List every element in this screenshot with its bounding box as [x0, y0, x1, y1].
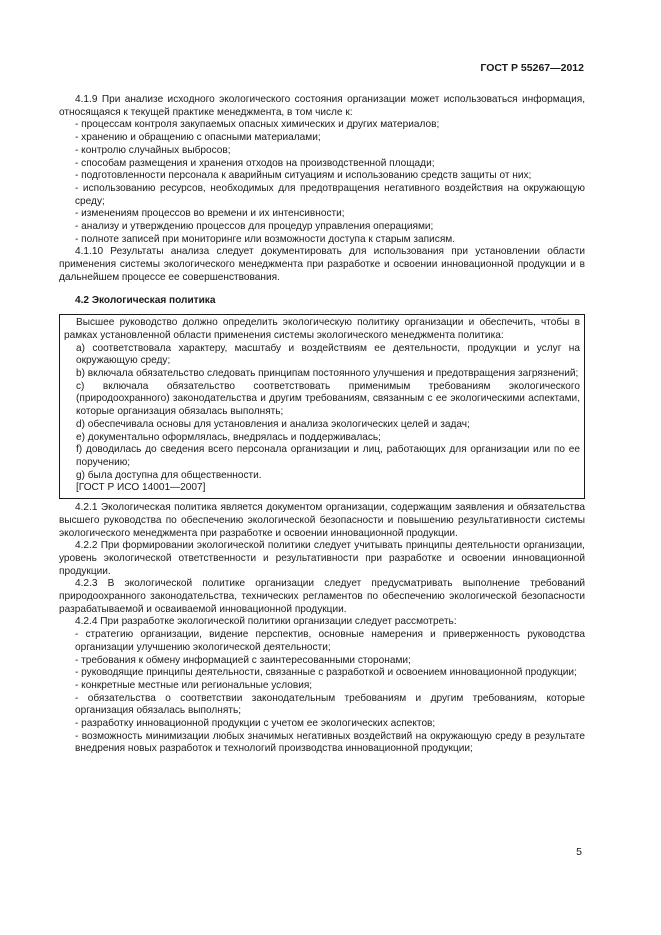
list-item: - стратегию организации, видение перспектив, основные намерения и приверженность руководства организации улучшению экологической деятельности;	[75, 629, 585, 653]
paragraph-4-2-4: 4.2.4 При разработке экологической политики организации следует рассмотреть:	[75, 616, 457, 628]
list-item: - конкретные местные или региональные условия;	[75, 679, 313, 691]
quote-item: c) включала обязательство соответствовать применимым требованиям экологического (природоохранного) законодательства и другим требованиям, связанным с ее экологическими аспектами, которые организация обязалась выполнять;	[76, 380, 580, 418]
list-item: - подготовленности персонала к аварийным ситуациям и использованию средств защиты от них;	[75, 170, 532, 182]
list-4-2-4	[59, 629, 585, 756]
list-item: - анализу и утверждению процессов для процедур управления операциями;	[75, 221, 434, 233]
paragraph-4-1-10: 4.1.10 Результаты анализа следует документировать для использования при установлении области применения системы экологического менеджмента при разработке и освоении инновационной продукции и в дальнейшем процессе ее совершенствования.	[59, 246, 585, 283]
quote-item: b) включала обязательство следовать принципам постоянного улучшения и предотвращения загрязнений;	[76, 368, 579, 380]
list-item: - способам размещения и хранения отходов на производственной площади;	[75, 157, 435, 169]
list-item: - разработку инновационной продукции с учетом ее экологических аспектов;	[75, 718, 436, 730]
list-4-1-9	[59, 119, 585, 246]
paragraph-4-2-2: 4.2.2 При формировании экологической политики следует учитывать принципы деятельности организации, уровень экологической ответственности и результативности при разработке и освоении инновационной продукции.	[59, 540, 585, 577]
paragraph-4-1-9: 4.1.9 При анализе исходного экологического состояния организации может использоваться информация, относящаяся к текущей практике менеджмента, в том числе к:	[59, 94, 585, 118]
list-item: - хранению и обращению с опасными материалами;	[75, 132, 321, 144]
quote-item: g) была доступна для общественности.	[76, 469, 262, 481]
quote-intro: Высшее руководство должно определить экологическую политику организации и обеспечить, чтобы в рамках установленной области применения системы экологического менеджмента политика:	[64, 317, 580, 341]
list-item: - возможность минимизации любых значимых негативных воздействий на окружающую среду в результате внедрения новых разработок и технологий производства инновационной продукции;	[75, 730, 585, 755]
list-item: - использованию ресурсов, необходимых для предотвращения негативного воздействия на окружающую среду;	[75, 182, 585, 207]
quoted-requirement-box	[59, 314, 585, 499]
quote-item: f) доводилась до сведения всего персонала организации и лиц, работающих для организации или по ее поручению;	[76, 444, 580, 468]
list-item: - процессам контроля закупаемых опасных химических и других материалов;	[75, 119, 440, 131]
quote-item: d) обеспечивала основы для установления и анализа экологических целей и задач;	[76, 418, 470, 430]
list-item: - обязательства о соответствии законодательным требованиям и другим требованиям, которые организация обязалась выполнять;	[75, 692, 585, 717]
list-item: - требования к обмену информацией с заинтересованными сторонами;	[75, 654, 411, 666]
quote-item: a) соответствовала характеру, масштабу и воздействиям ее деятельности, продукции и услуг на окружающую среду;	[76, 342, 580, 367]
list-item: - изменениям процессов во времени и их интенсивности;	[75, 208, 345, 220]
paragraph-4-2-1: 4.2.1 Экологическая политика является документом организации, содержащим заявления и обязательства высшего руководства по обеспечению экологической безопасности и повышению результативности системы экологического менеджмента при разработке и освоении инновационной продукции.	[59, 502, 585, 539]
page-number: 5	[576, 846, 582, 858]
quote-item: e) документально оформлялась, внедрялась и поддерживалась;	[76, 431, 381, 443]
paragraph-4-2-3: 4.2.3 В экологической политике организации следует предусматривать выполнение требований природоохранного законодательства, технических регламентов по обеспечению экологической безопасности разрабатываемой и осваиваемой инновационной продукции.	[59, 578, 585, 615]
list-item: - руководящие принципы деятельности, связанные с разработкой и освоением инновационной продукции;	[75, 667, 577, 679]
section-heading-4-2: 4.2 Экологическая политика	[75, 294, 216, 306]
list-item: - полноте записей при мониторинге или возможности доступа к старым записям.	[75, 233, 456, 245]
document-header: ГОСТ Р 55267—2012	[480, 62, 584, 74]
quote-reference: [ГОСТ Р ИСО 14001—2007]	[76, 482, 206, 494]
document-body	[59, 94, 585, 756]
list-item: - контролю случайных выбросов;	[75, 144, 231, 156]
